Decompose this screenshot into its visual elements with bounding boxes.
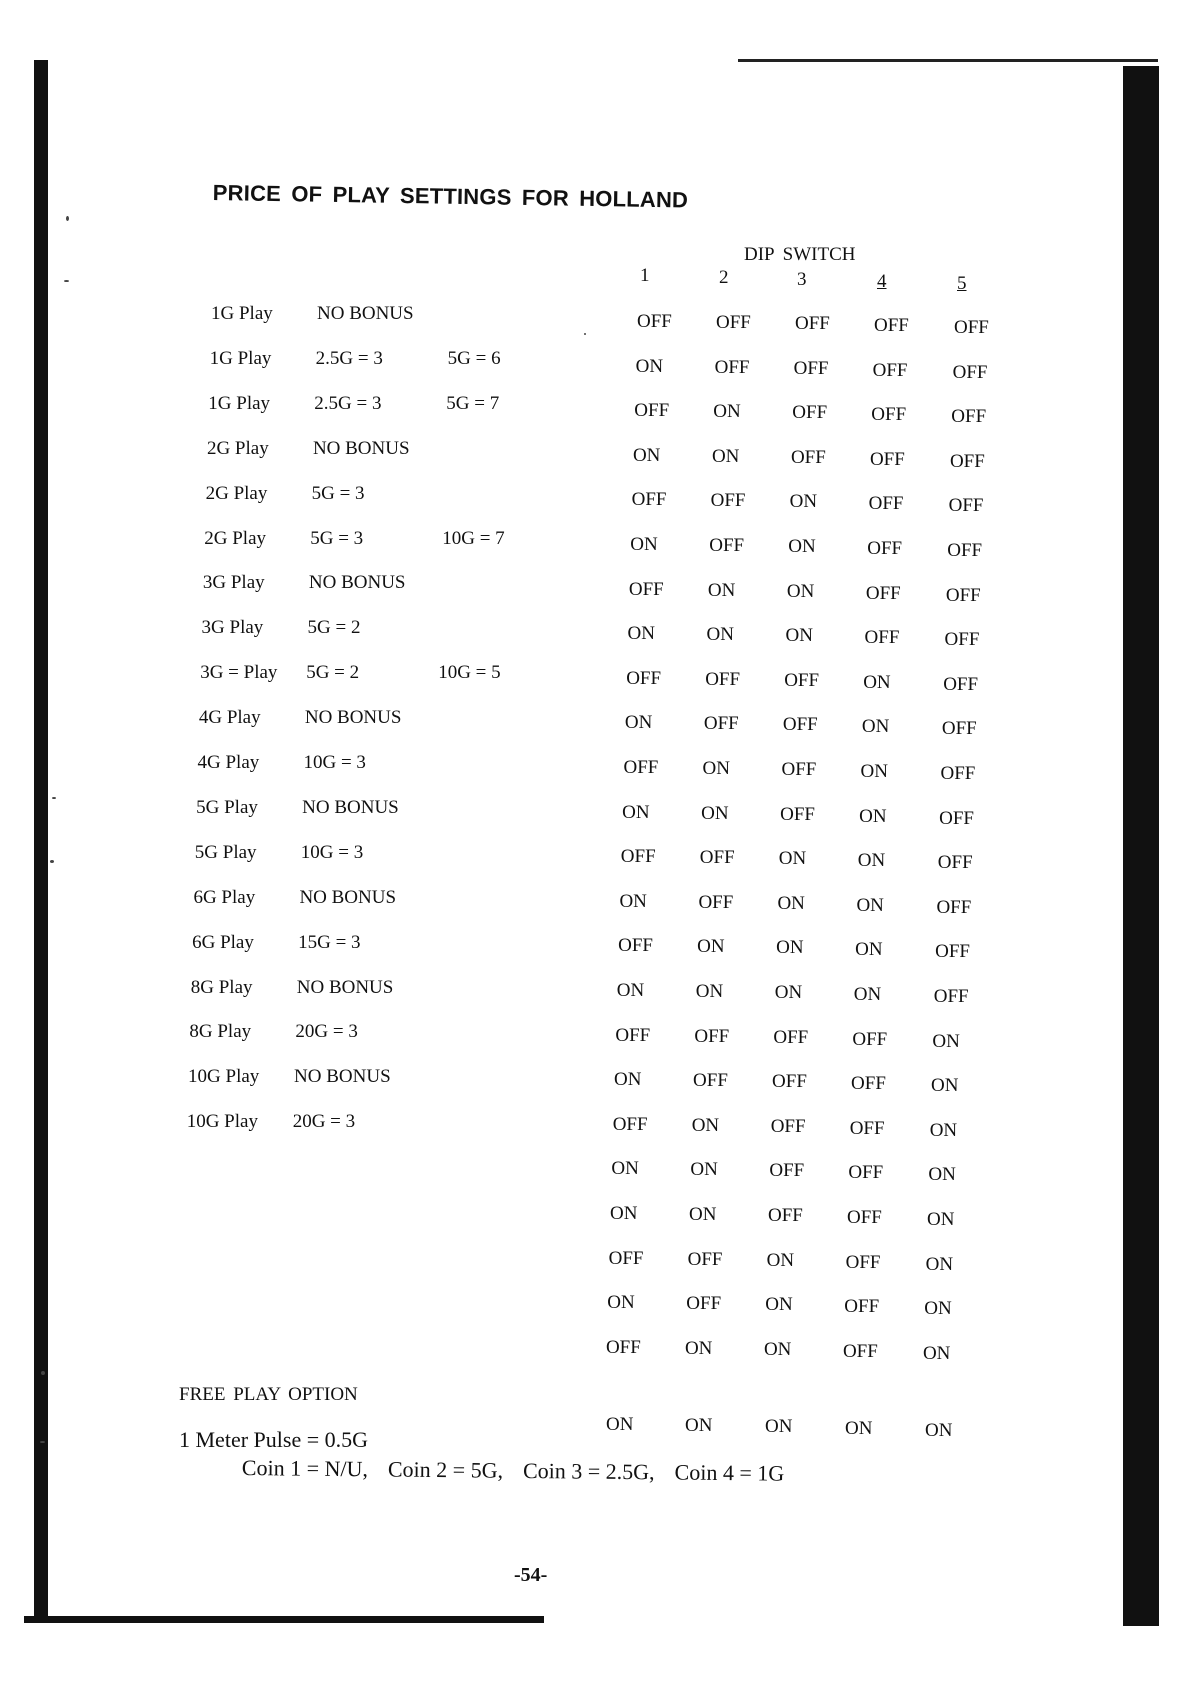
dip-switch-3-setting: ON [789,491,818,513]
dip-switch-2-setting: OFF [698,891,734,913]
page-number: -54- [514,1564,548,1586]
play-price-cell: 5G Play [194,841,257,863]
dip-switch-4-setting: OFF [872,359,908,381]
dip-switch-4-setting: ON [857,850,886,872]
free-play-label: FREE PLAY OPTION [179,1384,358,1405]
dip-switch-1-setting: ON [614,1069,642,1091]
dip-switch-2-setting: OFF [693,1070,728,1092]
dip-switch-1-setting: OFF [626,667,662,689]
bonus-cell: NO BONUS [312,437,410,459]
play-price-cell: 1G Play [211,303,273,324]
dip-switch-3-setting: ON [776,937,804,959]
dip-switch-1-setting: ON [624,712,653,734]
dip-switch-5-setting: OFF [948,495,984,517]
dip-switch-5-setting: OFF [947,540,983,561]
dip-switch-4-setting: OFF [869,448,905,470]
free-play-switch-3: ON [765,1416,793,1437]
dip-switch-1-setting: ON [635,355,664,377]
dip-switch-5-setting: OFF [941,718,977,740]
dip-switch-4-setting: OFF [849,1117,885,1139]
extra-bonus-cell: 10G = 5 [438,662,501,684]
coin-3: Coin 3 = 2.5G, [522,1457,655,1485]
play-price-cell: 1G Play [208,392,271,414]
dip-switch-3-setting: OFF [770,1115,806,1137]
bonus-cell: 15G = 3 [298,931,361,953]
coin-4: Coin 4 = 1G [674,1459,785,1486]
free-play-switch-5: ON [925,1420,953,1441]
dip-switch-4-setting: ON [855,939,883,961]
dip-switch-3-setting: ON [766,1249,795,1271]
dip-switch-2-setting: ON [690,1159,718,1181]
dip-switch-2-setting: ON [684,1337,713,1359]
dip-switch-5-setting: OFF [935,941,970,963]
scan-right-edge [1123,66,1159,1626]
dip-switch-1-setting: OFF [608,1247,644,1269]
bonus-cell: 20G = 3 [295,1021,358,1043]
dip-switch-1-setting: OFF [615,1024,651,1046]
play-price-cell: 2G Play [204,527,266,549]
dip-switch-2-setting: ON [695,981,724,1002]
dip-switch-3-setting: ON [786,580,815,602]
dip-switch-4-setting: ON [863,671,891,693]
dip-switch-2-setting: OFF [716,312,751,333]
play-price-cell: 4G Play [198,707,261,729]
dip-switch-5-setting: OFF [949,450,985,472]
dip-switch-2-setting: ON [707,579,736,601]
dip-switch-5-setting: OFF [951,406,987,428]
dip-switch-5-setting: ON [924,1298,952,1320]
dip-switch-3-setting: OFF [792,402,828,424]
dip-switch-3-setting: ON [777,892,805,914]
bonus-cell: 2.5G = 3 [314,392,382,414]
dip-switch-3-setting: OFF [795,313,830,334]
dip-switch-1-setting: OFF [620,846,656,868]
dip-switch-3-setting: ON [763,1338,792,1360]
dip-switch-5-setting: OFF [945,584,981,606]
scan-bottom-edge [24,1616,544,1623]
dip-switch-1-setting: ON [622,801,650,823]
bonus-cell: NO BONUS [299,886,397,908]
dip-switch-3-setting: ON [765,1294,793,1316]
dip-switch-1-setting: ON [610,1203,638,1224]
dip-switch-1-setting: OFF [628,578,664,600]
dip-switch-5-setting: OFF [954,317,989,338]
dip-switch-1-setting: OFF [637,311,672,332]
dip-switch-4-setting: OFF [868,493,904,515]
play-price-cell: 6G Play [193,886,256,908]
dip-switch-3-setting: ON [774,982,803,1003]
extra-bonus-cell: 5G = 6 [447,347,501,369]
dip-switch-2-setting: OFF [686,1293,722,1315]
scan-speck [41,1371,45,1375]
dip-switch-3-setting: OFF [781,759,817,780]
dip-switch-4-setting: OFF [848,1162,884,1184]
scan-speck [40,1441,45,1443]
extra-bonus-cell: 10G = 7 [442,527,505,549]
dip-switch-1-setting: ON [627,623,655,645]
bonus-cell: 5G = 2 [307,617,361,639]
dip-switch-5-setting: OFF [940,763,976,784]
dip-switch-4-setting: ON [860,761,888,782]
dip-switch-3-setting: OFF [769,1160,805,1182]
play-price-cell: 3G Play [201,617,264,639]
dip-switch-4-setting: OFF [864,627,900,649]
bonus-cell: NO BONUS [304,707,402,729]
dip-switch-4-setting: ON [861,716,890,738]
dip-switch-5-setting: ON [932,1030,960,1052]
dip-switch-4-setting: OFF [865,582,901,604]
play-price-cell: 6G Play [192,931,254,953]
dip-switch-2-setting: OFF [714,356,750,378]
free-play-switch-1: ON [606,1414,634,1435]
scan-speck [52,797,56,799]
dip-switch-5-setting: OFF [936,896,972,918]
dip-switch-3-setting: ON [778,848,807,870]
dip-switch-5-setting: ON [929,1119,958,1141]
dip-switch-5-setting: ON [931,1075,959,1097]
dip-switch-4-setting: ON [856,894,884,916]
coin-assignments [242,1455,805,1487]
dip-switch-1-setting: ON [616,980,645,1001]
dip-switch-4-setting: OFF [847,1207,882,1228]
dip-switch-1-setting: ON [611,1158,639,1180]
play-price-cell: 10G Play [186,1111,258,1133]
dip-switch-4-setting: OFF [842,1340,878,1362]
play-price-cell: 3G = Play [200,662,278,684]
dip-switch-2-setting: ON [697,936,725,958]
bonus-cell: 20G = 3 [292,1111,356,1133]
dip-switch-2-setting: ON [691,1114,720,1136]
dip-switch-1-setting: ON [619,890,647,912]
dip-switch-5-setting: OFF [943,673,979,695]
dip-switch-3-setting: ON [785,625,813,647]
dip-switch-4-setting: ON [859,805,887,827]
bonus-cell: NO BONUS [296,976,394,998]
dip-switch-2-setting: OFF [705,668,741,690]
dip-switch-2-setting: ON [706,624,734,646]
play-price-cell: 2G Play [206,437,269,459]
dip-switch-1-setting: OFF [634,400,670,422]
dip-switch-5-setting: ON [922,1342,951,1364]
dip-switch-number-1: 1 [640,265,650,286]
page-title: PRICE OF PLAY SETTINGS FOR HOLLAND [212,180,689,213]
dip-switch-1-setting: ON [630,534,658,555]
free-play-switch-2: ON [685,1415,713,1436]
play-price-cell: 10G Play [188,1066,260,1088]
scan-speck [66,216,69,221]
dip-switch-5-setting: OFF [944,629,980,651]
dip-switch-1-setting: ON [632,444,661,466]
play-price-cell: 1G Play [209,347,272,369]
dip-switch-3-setting: OFF [784,669,820,691]
coin-1: Coin 1 = N/U, [241,1455,369,1482]
dip-switch-2-setting: OFF [694,1025,730,1047]
dip-switch-3-setting: OFF [782,714,818,736]
scan-speck [584,333,586,335]
dip-switch-2-setting: ON [689,1204,717,1225]
dip-switch-3-setting: OFF [780,803,815,825]
bonus-cell: 5G = 3 [310,527,364,549]
dip-switch-number-2: 2 [719,267,729,288]
dip-switch-5-setting: ON [928,1164,956,1186]
extra-bonus-cell: 5G = 7 [446,392,500,414]
dip-switch-5-setting: OFF [952,361,988,383]
dip-switch-3-setting: OFF [790,446,826,468]
dip-switch-4-setting: OFF [844,1296,880,1318]
dip-switch-header: DIP SWITCH [744,244,856,265]
dip-switch-2-setting: OFF [703,713,739,735]
dip-switch-4-setting: OFF [851,1073,886,1095]
bonus-cell: 5G = 2 [306,662,360,684]
dip-switch-5-setting: OFF [939,807,974,829]
dip-switch-1-setting: OFF [612,1113,648,1135]
dip-switch-3-setting: OFF [768,1205,803,1226]
dip-switch-2-setting: OFF [687,1248,723,1270]
dip-switch-5-setting: OFF [937,852,973,874]
dip-switch-1-setting: ON [607,1292,635,1314]
dip-switch-1-setting: OFF [623,757,659,778]
dip-switch-3-setting: OFF [773,1026,809,1048]
play-price-cell: 5G Play [196,796,258,818]
dip-switch-4-setting: OFF [867,538,903,559]
dip-switch-2-setting: OFF [709,535,745,556]
dip-switch-3-setting: OFF [793,357,829,379]
dip-switch-5-setting: ON [925,1253,954,1275]
play-price-cell: 8G Play [190,976,253,998]
meter-pulse-note: 1 Meter Pulse = 0.5G [179,1427,368,1452]
bonus-cell: 5G = 3 [311,482,365,504]
play-price-cell: 4G Play [197,752,260,773]
dip-switch-4-setting: ON [853,984,882,1005]
bonus-cell: NO BONUS [308,572,406,594]
scan-top-edge [738,59,1158,62]
dip-switch-4-setting: OFF [874,315,909,336]
dip-switch-5-setting: OFF [933,986,969,1007]
dip-switch-number-3: 3 [797,269,807,290]
dip-switch-number-5: 5 [957,273,967,294]
dip-switch-2-setting: OFF [710,490,746,512]
play-price-cell: 3G Play [202,572,265,594]
dip-switch-4-setting: OFF [845,1251,881,1273]
dip-switch-2-setting: OFF [699,847,735,869]
dip-switch-1-setting: OFF [631,489,667,511]
bonus-cell: NO BONUS [294,1066,391,1088]
play-price-cell: 2G Play [205,482,268,504]
bonus-cell: 10G = 3 [303,752,366,773]
dip-switch-4-setting: OFF [871,404,907,426]
free-play-switch-4: ON [845,1418,873,1439]
coin-2: Coin 2 = 5G, [387,1456,504,1483]
dip-switch-2-setting: ON [701,802,729,824]
dip-switch-3-setting: OFF [772,1071,807,1093]
bonus-cell: NO BONUS [302,796,399,818]
bonus-cell: 2.5G = 3 [315,347,383,369]
bonus-cell: NO BONUS [317,303,414,324]
bonus-cell: 10G = 3 [300,841,364,863]
dip-switch-number-4: 4 [877,271,887,292]
dip-switch-2-setting: ON [702,758,730,779]
dip-switch-4-setting: OFF [852,1028,888,1050]
scan-speck [50,860,54,863]
play-price-cell: 8G Play [189,1021,252,1043]
dip-switch-2-setting: ON [711,445,740,467]
scan-left-edge [34,60,48,1622]
dip-switch-3-setting: ON [788,536,816,557]
dip-switch-1-setting: OFF [605,1336,641,1358]
dip-switch-5-setting: ON [927,1209,955,1230]
dip-switch-2-setting: ON [713,401,741,423]
scan-speck [64,280,69,282]
dip-switch-1-setting: OFF [618,935,653,957]
